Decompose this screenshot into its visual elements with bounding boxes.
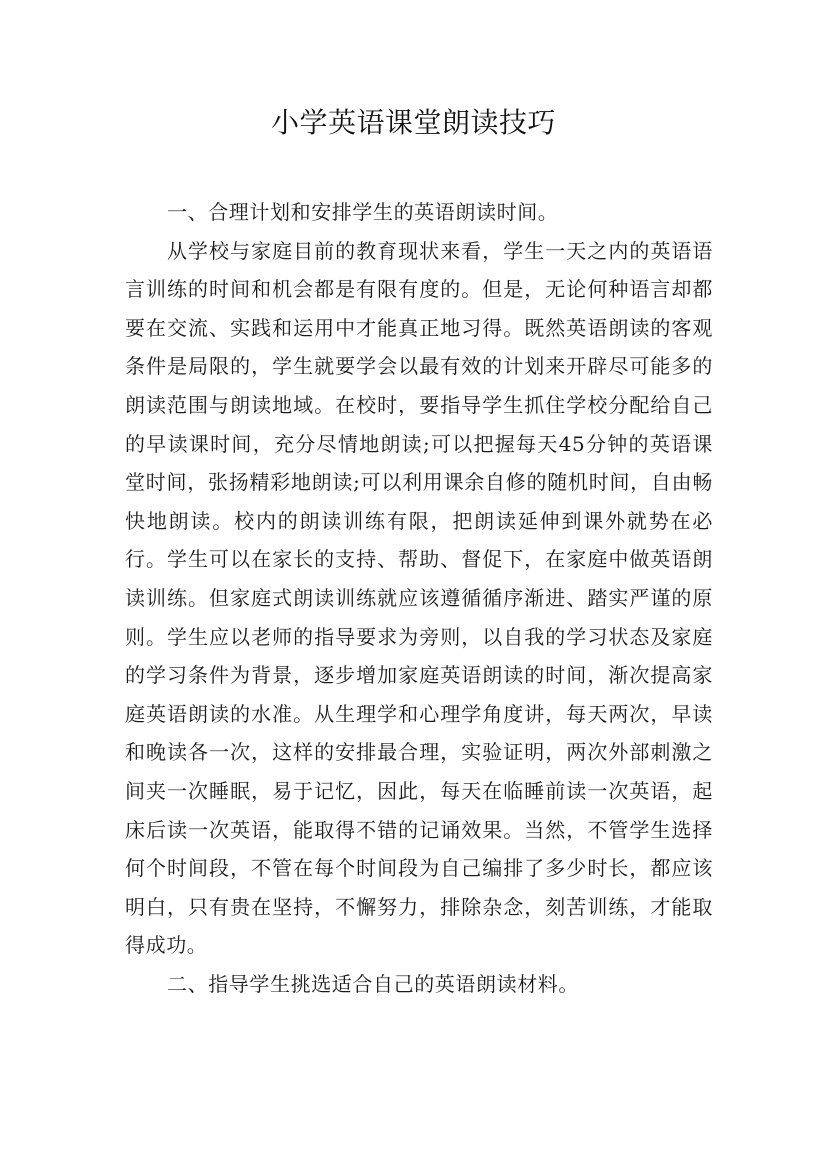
body-paragraph: 从学校与家庭目前的教育现状来看，学生一天之内的英语语言训练的时间和机会都是有限有度的。但是，无论何种语言却都要在交流、实践和运用中才能真正地习得。既然英语朗读的客观条件是局限的，学生就要学会以最有效的计划来开辟尽可能多的朗读范围与朗读地域。在校时，要指导学生抓住学校分配给自己的早读课时间，充分尽情地朗读;可以把握每天45分钟的英语课堂时间，张扬精彩地朗读;可以利用课余自修的随机时间，自由畅快地朗读。校内的朗读训练有限，把朗读延伸到课外就势在必行。学生可以在家长的支持、帮助、督促下，在家庭中做英语朗读训练。但家庭式朗读训练就应该遵循循序渐进、踏实严谨的原则。学生应以老师的指导要求为旁则，以自我的学习状态及家庭的学习条件为背景，逐步增加家庭英语朗读的时间，渐次提高家庭英语朗读的水准。从生理学和心理学角度讲，每天两次，早读和晚读各一次，这样的安排最合理，实验证明，两次外部刺激之间夹一次睡眠，易于记忆，因此，每天在临睡前读一次英语，起床后读一次英语，能取得不错的记诵效果。当然，不管学生选择何个时间段，不管在每个时间段为自己编排了多少时长，都应该明白，只有贵在坚持，不懈努力，排除杂念，刻苦训练，才能取得成功。 <box>125 238 713 958</box>
section-heading-2: 二、指导学生挑选适合自己的英语朗读材料。 <box>167 971 579 996</box>
document-body <box>125 193 713 1003</box>
section-heading-1: 一、合理计划和安排学生的英语朗读时间。 <box>167 200 559 224</box>
document-title: 小学英语课堂朗读技巧 <box>270 106 556 139</box>
